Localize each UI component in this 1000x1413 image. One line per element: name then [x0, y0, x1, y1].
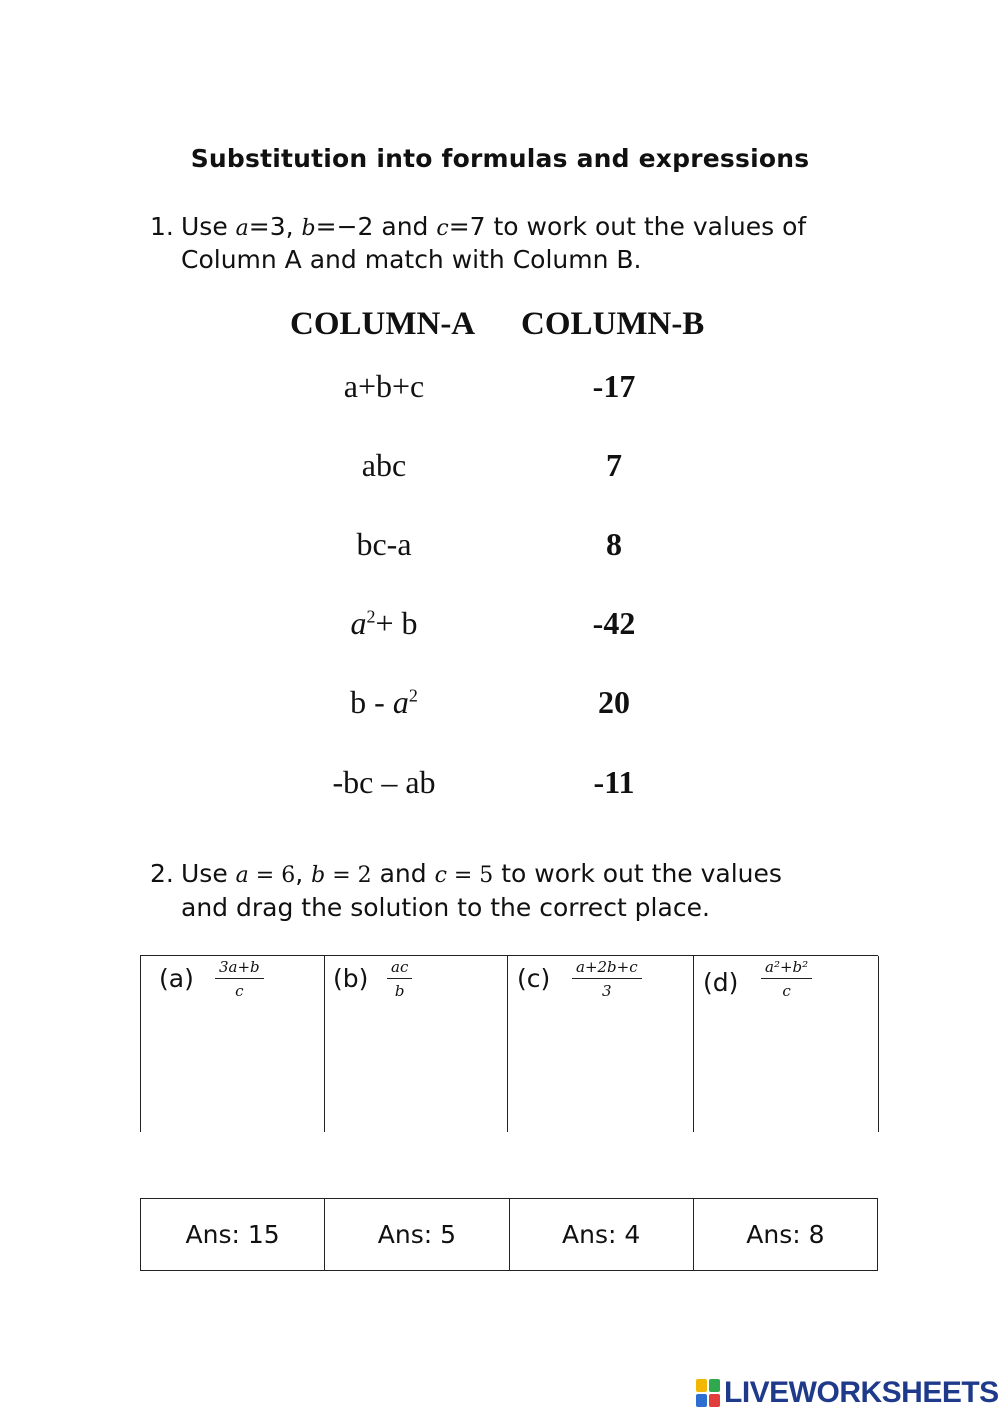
- logo-block-green: [709, 1379, 720, 1392]
- drop-box-b-numerator: ac: [387, 958, 412, 979]
- answer-chip-2[interactable]: Ans: 5: [324, 1199, 508, 1270]
- question-2-number: 2.: [150, 859, 174, 888]
- drop-box-d-numerator: a²+b²: [761, 958, 812, 979]
- drop-box-a-numerator: 3a+b: [215, 958, 264, 979]
- drop-box-b-fraction: [387, 958, 412, 1000]
- drop-box-b[interactable]: [324, 956, 508, 1132]
- q2-val-b: = 2: [325, 863, 372, 888]
- column-b-item-3[interactable]: 8: [606, 526, 622, 562]
- column-a-item-4-exp: 2: [366, 606, 376, 627]
- answer-chip-3[interactable]: Ans: 4: [509, 1199, 693, 1270]
- drop-box-b-denominator: b: [394, 982, 405, 1000]
- drop-box-d[interactable]: [693, 956, 879, 1132]
- q2-var-a: a: [235, 863, 249, 888]
- column-b-item-1[interactable]: -17: [592, 368, 636, 404]
- drop-box-a-fraction: [215, 958, 264, 1000]
- q1-val-a: =3,: [248, 212, 302, 241]
- column-a-item-4: [284, 605, 484, 642]
- q2-val-a: = 6: [248, 863, 296, 888]
- column-b-item-2[interactable]: 7: [606, 447, 622, 483]
- logo-block-red: [709, 1394, 720, 1407]
- column-a-item-6: -bc – ab: [332, 764, 436, 800]
- answer-bank: [140, 1198, 878, 1271]
- column-a-item-2: abc: [361, 447, 407, 483]
- column-a-item-5-var: a: [392, 684, 409, 720]
- drop-box-a-denominator: c: [235, 982, 244, 1000]
- logo-block-yellow: [696, 1379, 707, 1392]
- drop-box-d-label: (d): [703, 968, 739, 997]
- q2-comma: ,: [295, 859, 312, 888]
- question-1-line-2: Column A and match with Column B.: [181, 245, 642, 274]
- question-1-line-1: [181, 210, 806, 245]
- logo-block-blue: [696, 1394, 707, 1407]
- q2-val-c: = 5: [446, 863, 494, 888]
- q2-text-post: to work out the values: [493, 859, 782, 888]
- drop-box-a[interactable]: [140, 956, 325, 1132]
- drop-box-c-numerator: a+2b+c: [572, 958, 642, 979]
- drop-box-c-denominator: 3: [602, 982, 612, 1000]
- column-b-item-6[interactable]: -11: [593, 764, 635, 800]
- answer-chip-4[interactable]: Ans: 8: [693, 1199, 877, 1270]
- column-a-item-3: bc-a: [356, 526, 412, 562]
- q1-var-b: b: [301, 216, 316, 241]
- drop-box-c-label: (c): [517, 964, 551, 993]
- drop-box-grid: [140, 955, 878, 1132]
- column-a-item-4-var: a: [350, 605, 367, 641]
- q2-text-and: and: [371, 859, 435, 888]
- q1-text-use: Use: [181, 212, 236, 241]
- liveworksheets-logo: [696, 1376, 999, 1410]
- column-a-item-5: [284, 684, 484, 721]
- q2-var-b: b: [311, 863, 326, 888]
- column-a-item-5-head: b -: [350, 684, 393, 720]
- drop-box-a-label: (a): [159, 964, 194, 993]
- logo-blocks-icon: [696, 1379, 720, 1407]
- question-2-line-2: and drag the solution to the correct place.: [181, 893, 710, 922]
- q2-var-c: c: [434, 863, 447, 888]
- question-2-line-1: [181, 857, 782, 892]
- q1-var-c: c: [436, 216, 449, 241]
- column-a-item-1: a+b+c: [343, 368, 425, 404]
- column-b-item-5[interactable]: 20: [598, 684, 630, 720]
- q1-var-a: a: [235, 216, 249, 241]
- q1-val-b: =−2 and: [315, 212, 437, 241]
- column-a-item-4-tail: + b: [375, 605, 418, 641]
- answer-chip-1[interactable]: Ans: 15: [185, 1220, 280, 1249]
- column-b-header: COLUMN-B: [521, 306, 705, 342]
- q1-val-c: =7 to work out the values of: [448, 212, 807, 241]
- drop-box-b-label: (b): [333, 964, 369, 993]
- column-b-item-4[interactable]: -42: [592, 605, 636, 641]
- page-title: Substitution into formulas and expressions: [190, 144, 810, 173]
- drop-box-c-fraction: [572, 958, 642, 1000]
- drop-box-d-fraction: [761, 958, 812, 1000]
- question-1-number: 1.: [150, 212, 174, 241]
- drop-box-d-denominator: c: [782, 982, 791, 1000]
- drop-box-c[interactable]: [507, 956, 694, 1132]
- column-a-header: COLUMN-A: [290, 306, 476, 342]
- column-a-item-5-exp: 2: [408, 685, 418, 706]
- logo-text: LIVEWORKSHEETS: [724, 1376, 999, 1409]
- q2-text-use: Use: [181, 859, 236, 888]
